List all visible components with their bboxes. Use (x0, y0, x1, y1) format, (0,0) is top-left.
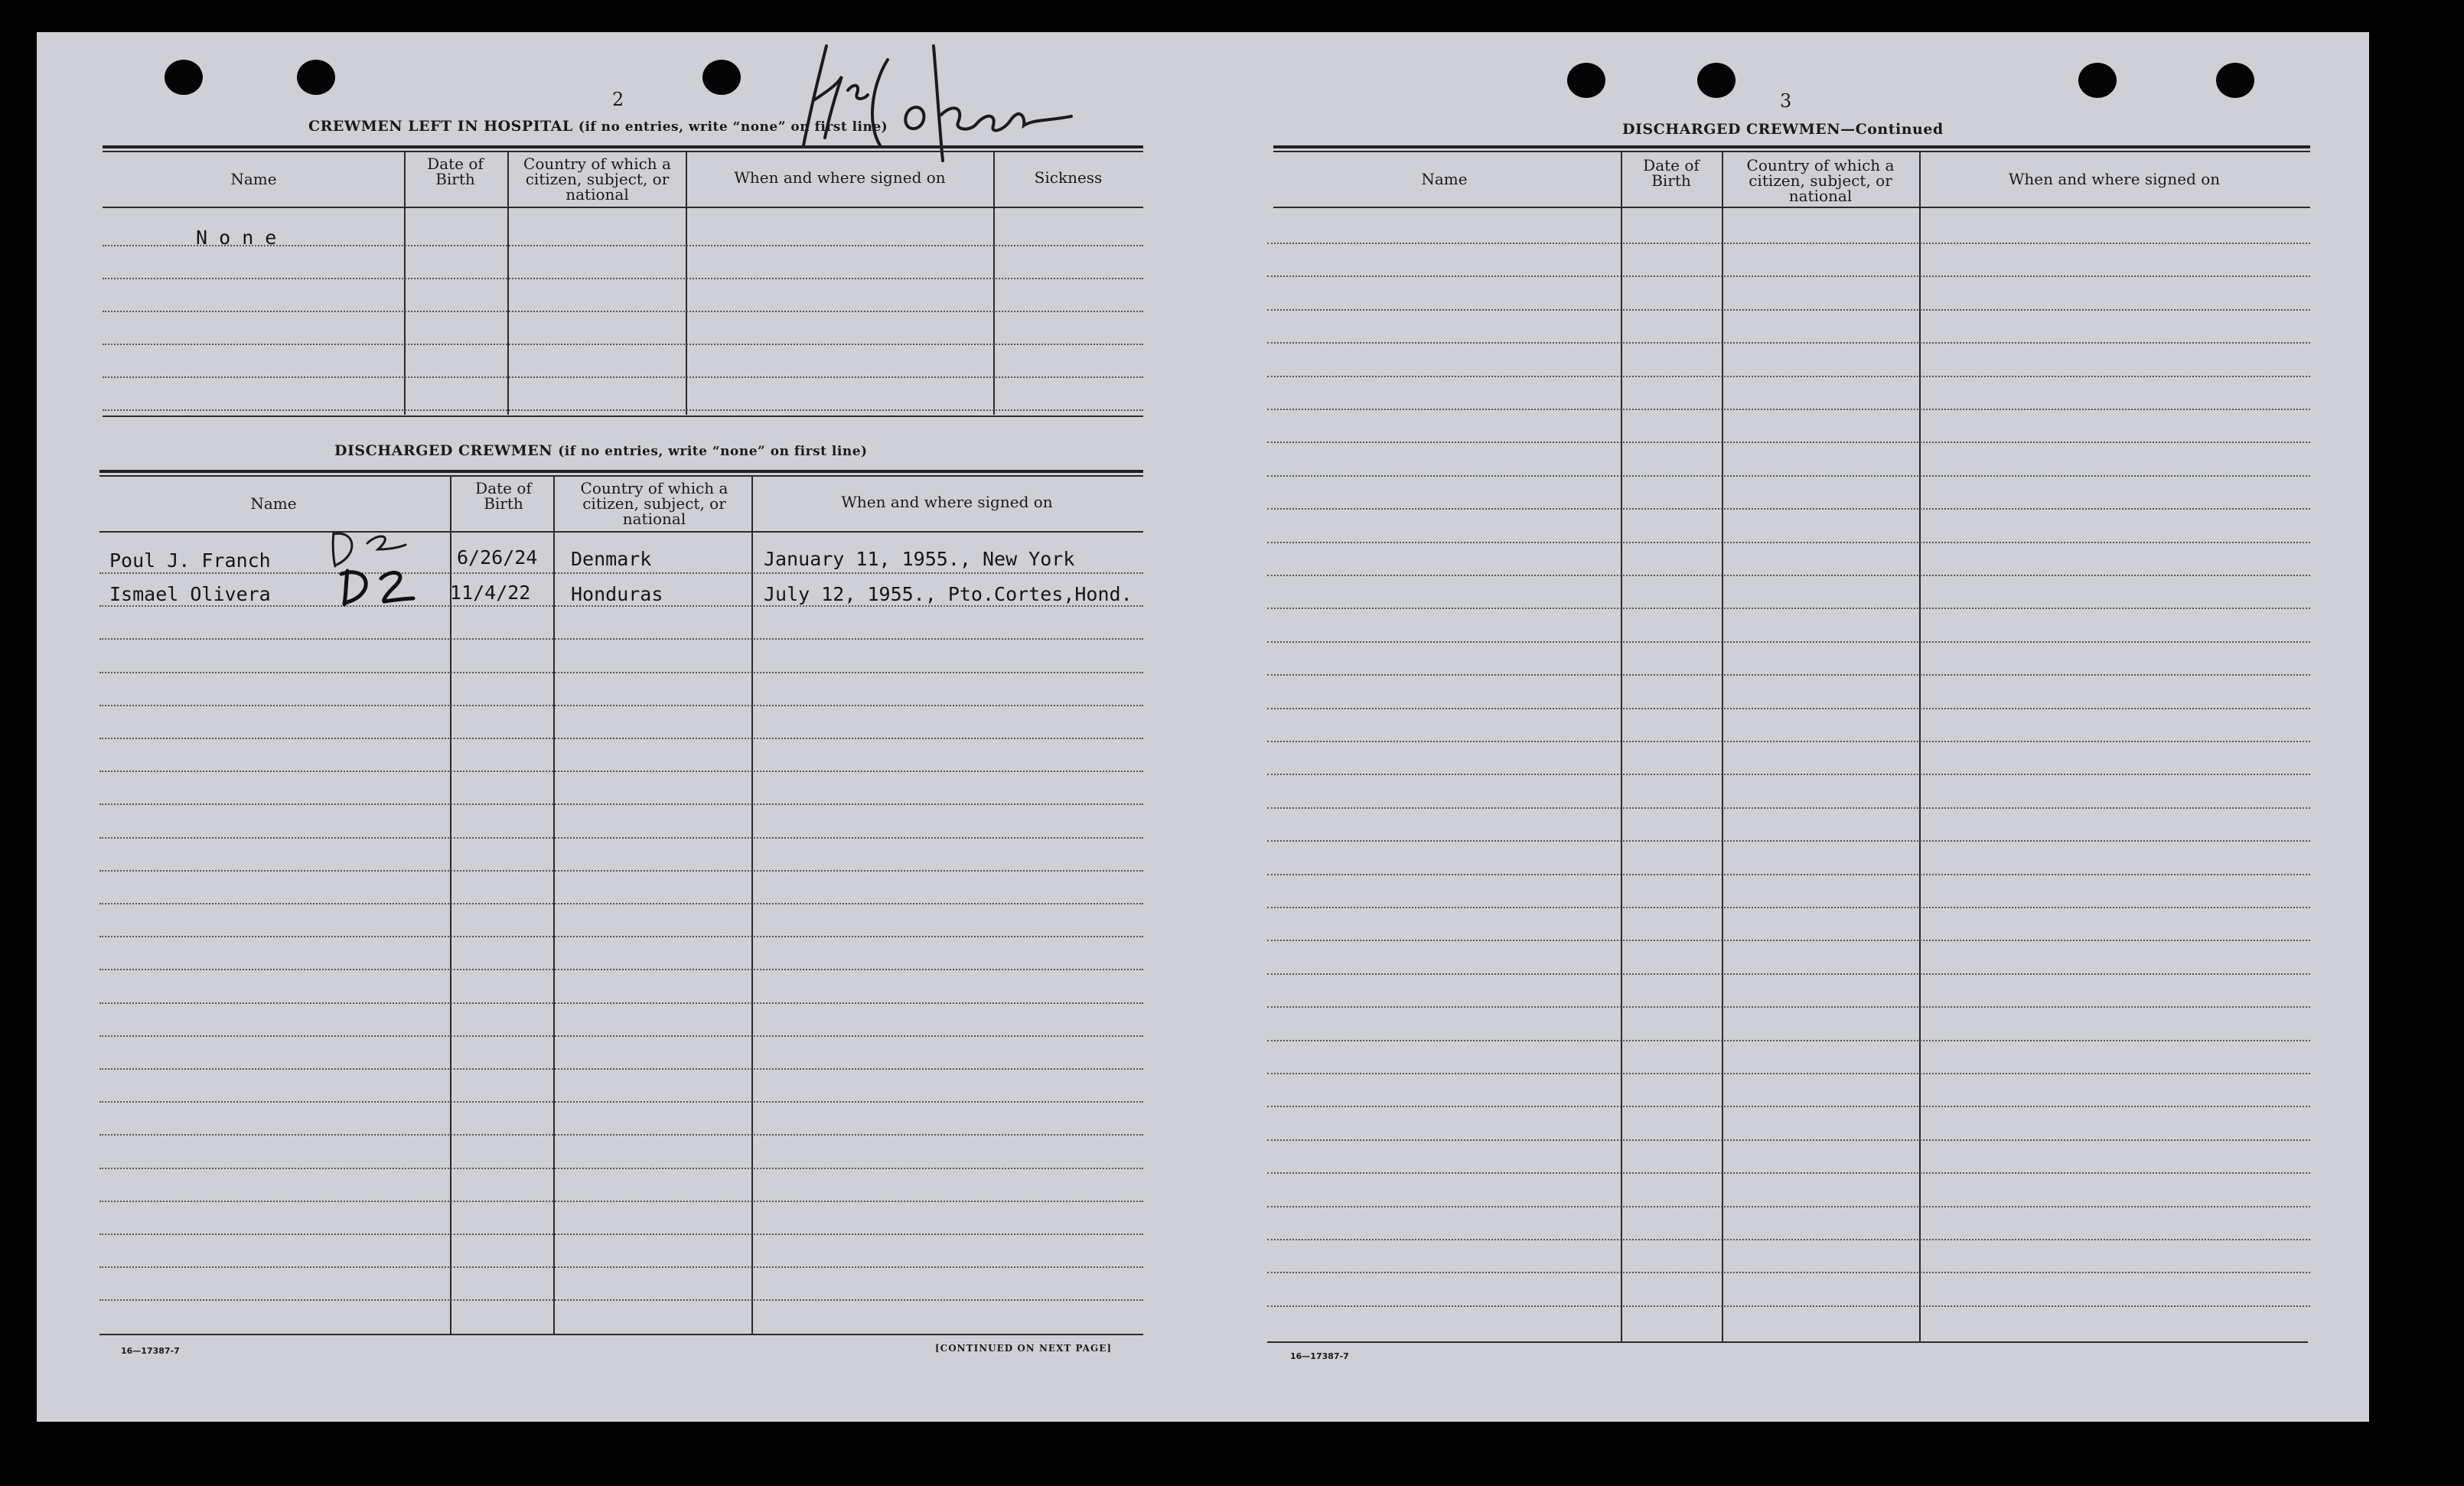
page-number: 3 (1780, 90, 1792, 112)
ruled-line (1267, 475, 2310, 477)
handwritten-mark-d2 (337, 563, 421, 609)
col-header-name: Name (230, 170, 277, 188)
col-header-dob: Date of Birth (475, 479, 532, 513)
ruled-line (1267, 674, 2310, 676)
ruled-line (1267, 1006, 2310, 1008)
ruled-line (99, 1002, 1143, 1004)
ruled-line (99, 771, 1143, 772)
col-header-signed-on: When and where signed on (2008, 170, 2221, 188)
ruled-line (99, 1068, 1143, 1070)
col-header-sickness: Sickness (1034, 168, 1103, 187)
continued-note: [CONTINUED ON NEXT PAGE] (935, 1343, 1113, 1354)
hospital-none-entry: N o n e (196, 226, 277, 249)
crewman-dob: 6/26/24 (457, 546, 538, 569)
crewman-dob: 11/4/22 (450, 582, 531, 604)
ruled-line (1267, 1239, 2310, 1240)
crewman-signed-on: July 12, 1955., Pto.Cortes,Hond. (764, 583, 1133, 605)
page-number: 2 (612, 89, 624, 110)
ruled-line (99, 705, 1143, 706)
punch-hole (1697, 63, 1736, 98)
ruled-line (1267, 907, 2310, 908)
ruled-line (1267, 807, 2310, 809)
ruled-line (99, 1201, 1143, 1202)
document-sheet (37, 32, 2369, 1422)
hospital-title-note: (if no entries, write “none” on first line) (578, 119, 888, 135)
ruled-line (99, 638, 1143, 640)
ruled-line (1267, 376, 2310, 377)
col-header-country: Country of which a citizen, subject, or national (580, 479, 728, 528)
punch-hole (1567, 63, 1605, 98)
crewman-name: Poul J. Franch (109, 549, 271, 572)
col-header-country: Country of which a citizen, subject, or national (523, 155, 671, 204)
form-number: 16—17387-7 (121, 1346, 180, 1356)
ruled-line (1267, 542, 2310, 543)
col-header-name: Name (250, 494, 297, 513)
ruled-line (1267, 1172, 2310, 1174)
punch-hole (2078, 63, 2117, 98)
ruled-line (1267, 575, 2310, 576)
col-header-country: Country of which a citizen, subject, or national (1746, 156, 1895, 205)
col-header-signed-on: When and where signed on (734, 168, 946, 187)
ruled-line (99, 837, 1143, 839)
punch-hole (165, 60, 203, 95)
crewman-country: Honduras (571, 583, 663, 605)
ruled-line (1267, 1206, 2310, 1207)
crewman-signed-on: January 11, 1955., New York (764, 548, 1075, 570)
crewman-country: Denmark (571, 548, 652, 570)
ruled-line (1267, 741, 2310, 742)
ruled-line (99, 1035, 1143, 1037)
ruled-line (99, 738, 1143, 739)
ruled-line (1267, 774, 2310, 775)
ruled-line (1267, 342, 2310, 344)
col-header-dob: Date of Birth (427, 155, 484, 188)
ruled-line (99, 870, 1143, 872)
ruled-line (1267, 641, 2310, 643)
ruled-line (1267, 243, 2310, 244)
col-header-name: Name (1421, 170, 1468, 188)
punch-hole (702, 60, 741, 95)
ruled-line (1267, 1139, 2310, 1141)
ruled-line (1267, 1305, 2310, 1307)
ruled-line (1267, 409, 2310, 410)
ruled-line (99, 936, 1143, 937)
punch-hole (297, 60, 335, 95)
ruled-line (1267, 1106, 2310, 1107)
ruled-line (1267, 1272, 2310, 1273)
discharged-continued-title: DISCHARGED CREWMEN—Continued (1622, 121, 1944, 138)
ruled-line (99, 1233, 1143, 1235)
ruled-line (1267, 840, 2310, 842)
discharged-title-note: (if no entries, write “none” on first line) (558, 444, 868, 459)
ruled-line (99, 1101, 1143, 1103)
ruled-line (1267, 508, 2310, 510)
ruled-line (1267, 973, 2310, 975)
col-header-signed-on: When and where signed on (841, 493, 1053, 511)
ruled-line (99, 672, 1143, 673)
ruled-line (1267, 1073, 2310, 1074)
ruled-line (1267, 309, 2310, 311)
discharged-title-text: DISCHARGED CREWMEN (334, 442, 553, 459)
ruled-line (99, 572, 1143, 574)
ruled-line (99, 1168, 1143, 1169)
ruled-line (1267, 275, 2310, 277)
ruled-line (99, 1266, 1143, 1268)
ruled-line (1267, 442, 2310, 443)
ruled-line (1267, 940, 2310, 941)
ruled-line (99, 969, 1143, 970)
ruled-line (1267, 1040, 2310, 1041)
crewman-name: Ismael Olivera (109, 583, 271, 605)
ruled-line (99, 803, 1143, 805)
ruled-line (99, 1134, 1143, 1136)
ruled-line (1267, 608, 2310, 609)
punch-hole (2216, 63, 2254, 98)
ruled-line (1267, 874, 2310, 875)
ruled-line (99, 1299, 1143, 1301)
ruled-line (99, 903, 1143, 904)
form-number: 16—17387-7 (1290, 1351, 1349, 1361)
col-header-dob: Date of Birth (1643, 156, 1700, 190)
ruled-line (99, 605, 1143, 607)
hospital-title-text: CREWMEN LEFT IN HOSPITAL (308, 118, 573, 135)
discharged-section-title (334, 442, 868, 459)
ruled-line (1267, 708, 2310, 709)
